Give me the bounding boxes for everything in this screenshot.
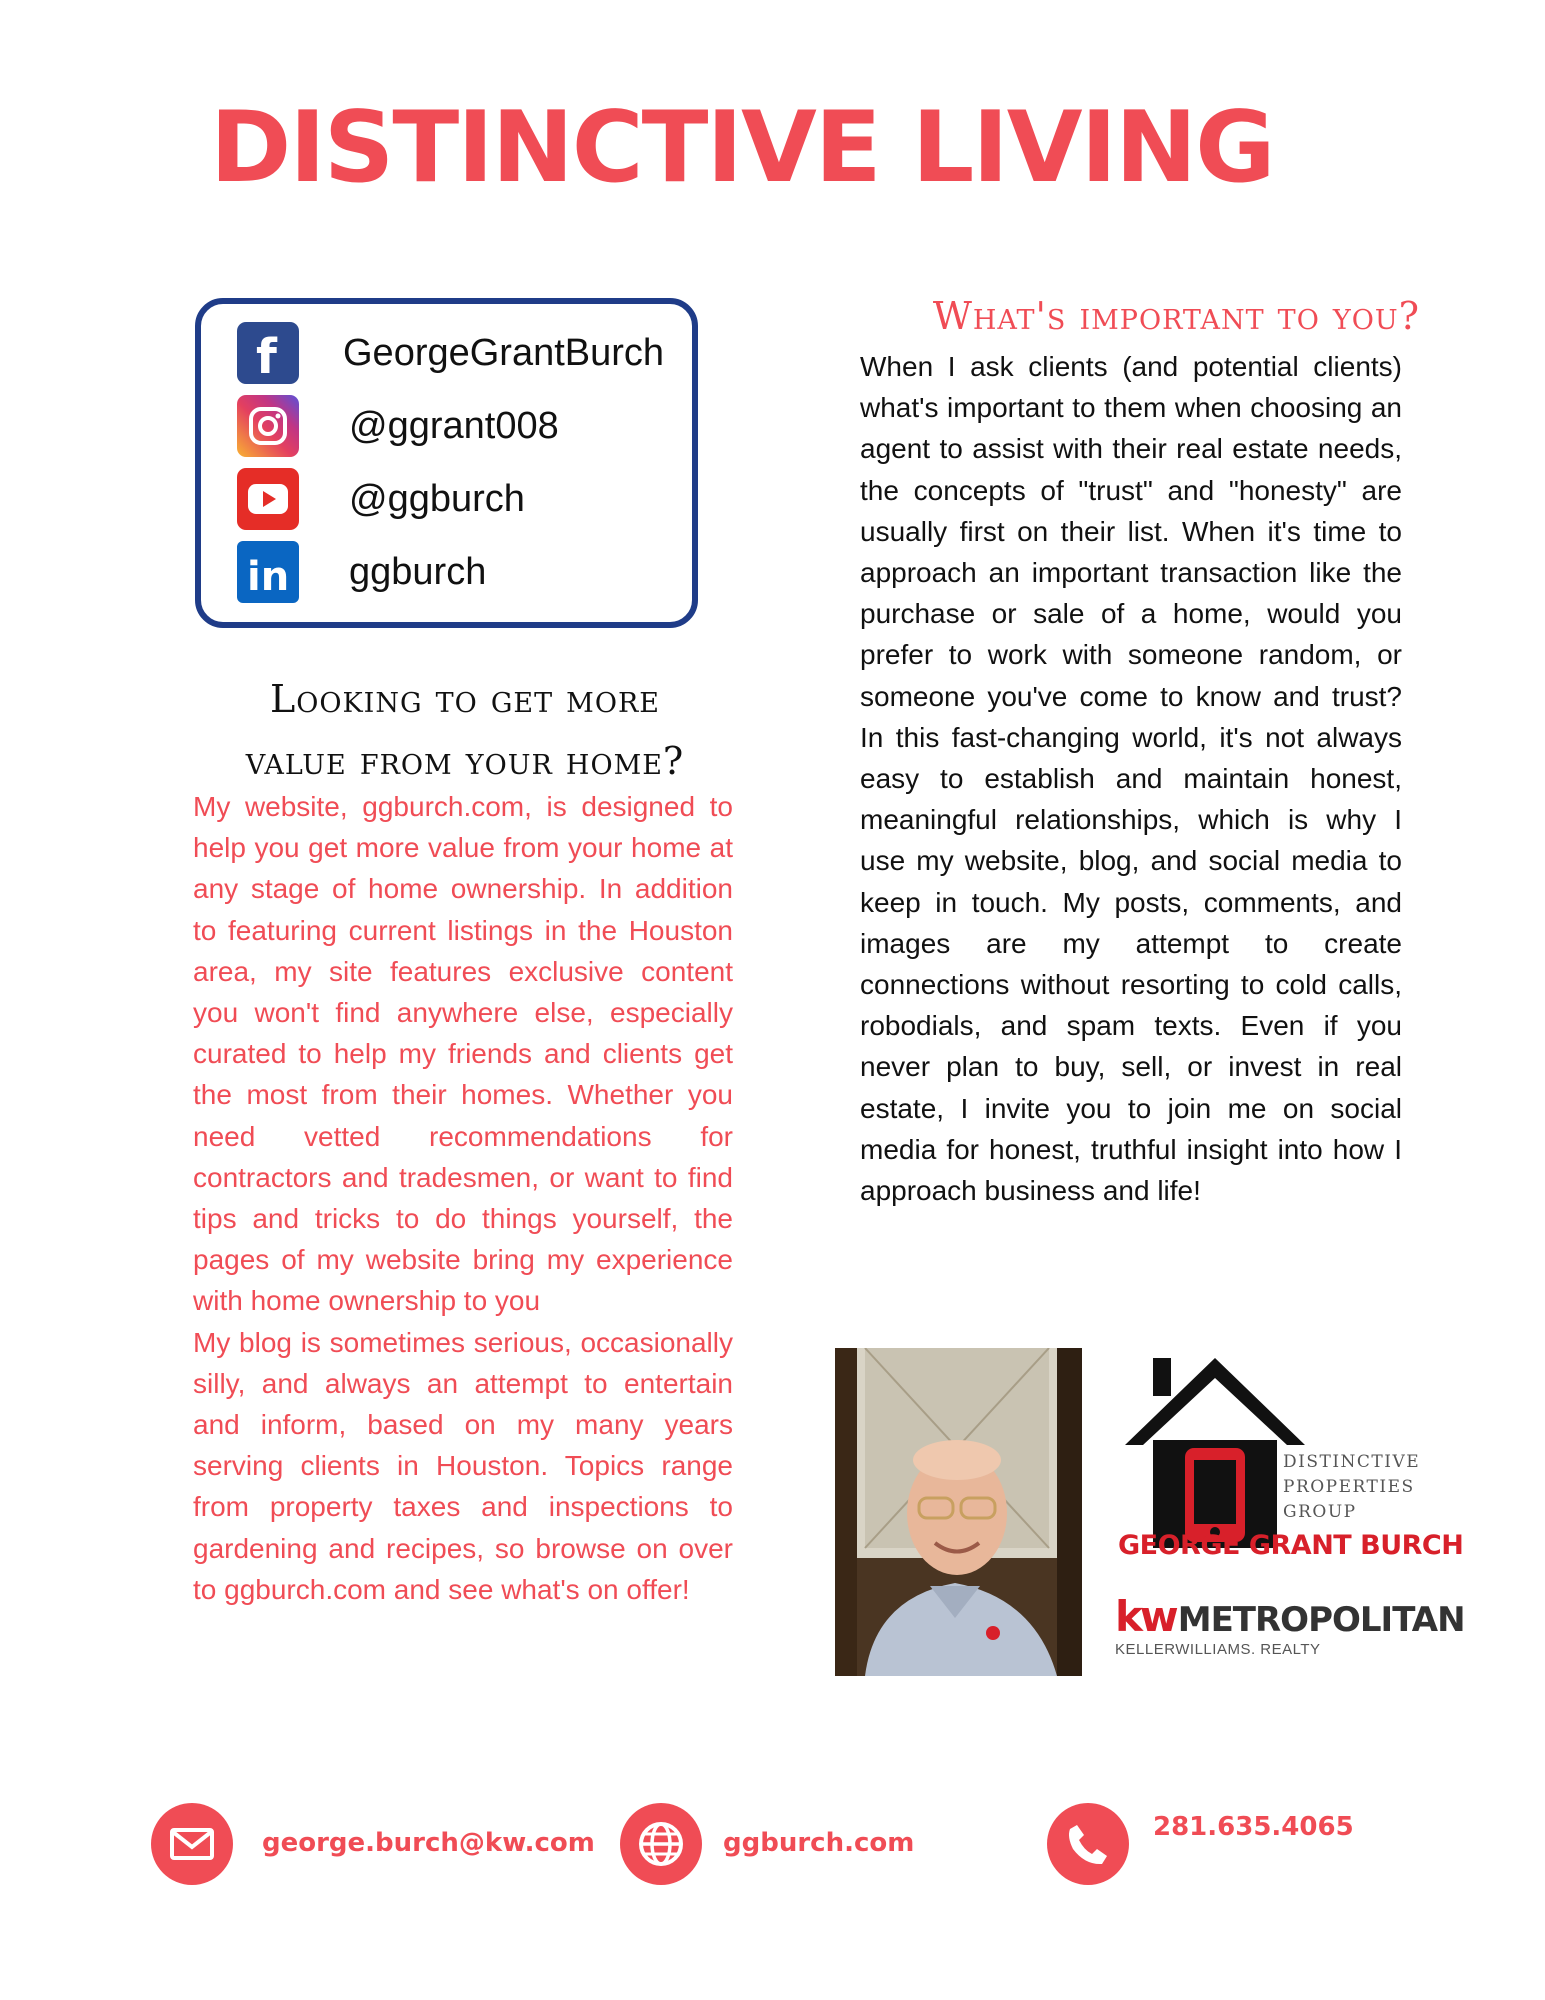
logo-agent-name: GEORGE GRANT BURCH — [1118, 1530, 1464, 1561]
svg-text:in: in — [247, 554, 290, 596]
kw-logo — [1115, 1592, 1465, 1658]
svg-text:f: f — [256, 329, 277, 377]
logo-line-properties: PROPERTIES — [1283, 1477, 1415, 1497]
social-row-youtube[interactable] — [237, 468, 525, 530]
social-row-instagram[interactable] — [237, 395, 559, 457]
left-section-body — [193, 786, 733, 1610]
right-section-body: When I ask clients (and potential clients) what's important to them when choosing an agent to assist with their real estate needs, the concepts of "trust" and "honesty" are usually first on their list. When it's time to approach an important transaction like the purchase or sale of a home, would you prefer to work with someone random, or someone you've come to know and trust? In this fast-changing world, it's not always easy to establish and maintain honest, meaningful relationships, which is why I use my website, blog, and social media to keep in touch. My posts, comments, and images are my attempt to create connections without resorting to cold calls, robodials, and spam texts. Even if you never plan to buy, sell, or invest in real estate, I invite you to join me on social media for honest, truthful insight into how I approach business and life! — [860, 351, 1402, 1207]
email-icon[interactable] — [151, 1803, 233, 1885]
logo-line-group: GROUP — [1283, 1502, 1357, 1522]
facebook-handle: GeorgeGrantBurch — [343, 331, 665, 374]
linkedin-icon[interactable] — [237, 541, 299, 603]
brand-logo — [1115, 1350, 1465, 1670]
kw-brand: METROPOLITAN — [1177, 1600, 1465, 1640]
instagram-icon[interactable] — [237, 395, 299, 457]
youtube-handle: @ggburch — [349, 477, 525, 520]
instagram-handle: @ggrant008 — [349, 404, 559, 447]
phone-icon[interactable] — [1047, 1803, 1129, 1885]
linkedin-handle: ggburch — [349, 550, 487, 593]
left-heading-line1: Looking to get more — [269, 677, 661, 721]
left-paragraph-website: My website, ggburch.com, is designed to help you get more value from your home at any stage of home ownership. In addition to featuring current listings in the Houston area, my site features exclusive content you won't find anywhere else, especially curated to help my friends and clients get the most from their homes. Whether you need vetted recommendations for contractors and tradesmen, or want to find tips and tricks to do things yourself, the pages of my website bring my experience with home ownership to you — [193, 791, 733, 1317]
social-row-facebook[interactable] — [237, 322, 664, 384]
kw-subtitle: KELLERWILLIAMS. REALTY — [1115, 1641, 1321, 1658]
website-link[interactable]: ggburch.com — [723, 1828, 915, 1858]
left-paragraph-blog: My blog is sometimes serious, occasionally silly, and always an attempt to entertain and inform, based on my many years serving clients in Houston. Topics range from property taxes and inspections to gardening and recipes, so browse on over to ggburch.com and see what's on offer! — [193, 1326, 733, 1605]
facebook-icon[interactable] — [237, 322, 299, 384]
page-title: DISTINCTIVE LIVING — [210, 91, 1274, 205]
left-heading-line2: value from your home? — [245, 739, 685, 783]
social-row-linkedin[interactable] — [237, 541, 486, 603]
logo-line-distinctive: DISTINCTIVE — [1283, 1452, 1421, 1472]
left-section-heading — [190, 668, 740, 792]
social-media-box — [195, 298, 698, 628]
agent-photo — [835, 1348, 1082, 1676]
youtube-icon[interactable] — [237, 468, 299, 530]
phone-number[interactable]: 281.635.4065 — [1153, 1812, 1354, 1842]
globe-icon[interactable] — [620, 1803, 702, 1885]
right-section-heading: What's important to you? — [932, 294, 1420, 338]
email-link[interactable]: george.burch@kw.com — [262, 1828, 595, 1858]
kw-mark: kw — [1115, 1592, 1176, 1641]
